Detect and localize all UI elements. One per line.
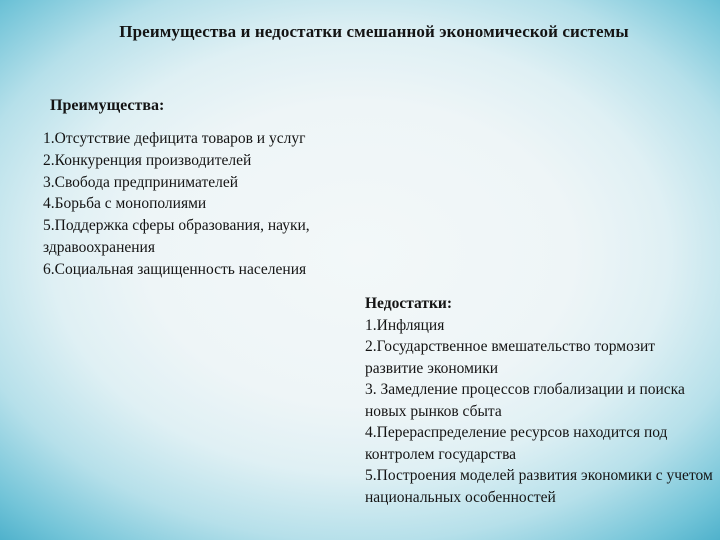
advantage-item: 3.Свобода предпринимателей bbox=[43, 173, 239, 191]
advantage-item: 5.Поддержка сферы образования, науки, здравоохранения bbox=[43, 217, 310, 256]
advantage-item: 4.Борьба с монополиями bbox=[43, 195, 207, 213]
advantage-item: 1.Отсутствие дефицита товаров и услуг bbox=[43, 130, 306, 147]
disadvantages-list bbox=[365, 315, 715, 509]
disadvantage-item: 4.Перераспределение ресурсов находится под контролем государства bbox=[365, 424, 668, 463]
advantages-heading: Преимущества: bbox=[50, 97, 165, 114]
disadvantage-item: 1.Инфляция bbox=[365, 316, 445, 334]
advantages-list bbox=[43, 128, 373, 281]
advantage-item: 6.Социальная защищенность населения bbox=[43, 260, 307, 278]
disadvantage-item: 2.Государственное вмешательство тормозит развитие экономики bbox=[365, 338, 656, 377]
disadvantage-item: 3. Замедление процессов глобализации и поиска новых рынков сбыта bbox=[365, 381, 685, 420]
disadvantage-item: 5.Построения моделей развития экономики с учетом национальных особенностей bbox=[365, 467, 713, 506]
slide-title: Преимущества и недостатки смешанной экономической системы bbox=[119, 22, 629, 41]
advantage-item: 2.Конкуренция производителей bbox=[43, 151, 252, 169]
disadvantages-block bbox=[365, 293, 715, 508]
disadvantages-heading: Недостатки: bbox=[365, 295, 452, 312]
